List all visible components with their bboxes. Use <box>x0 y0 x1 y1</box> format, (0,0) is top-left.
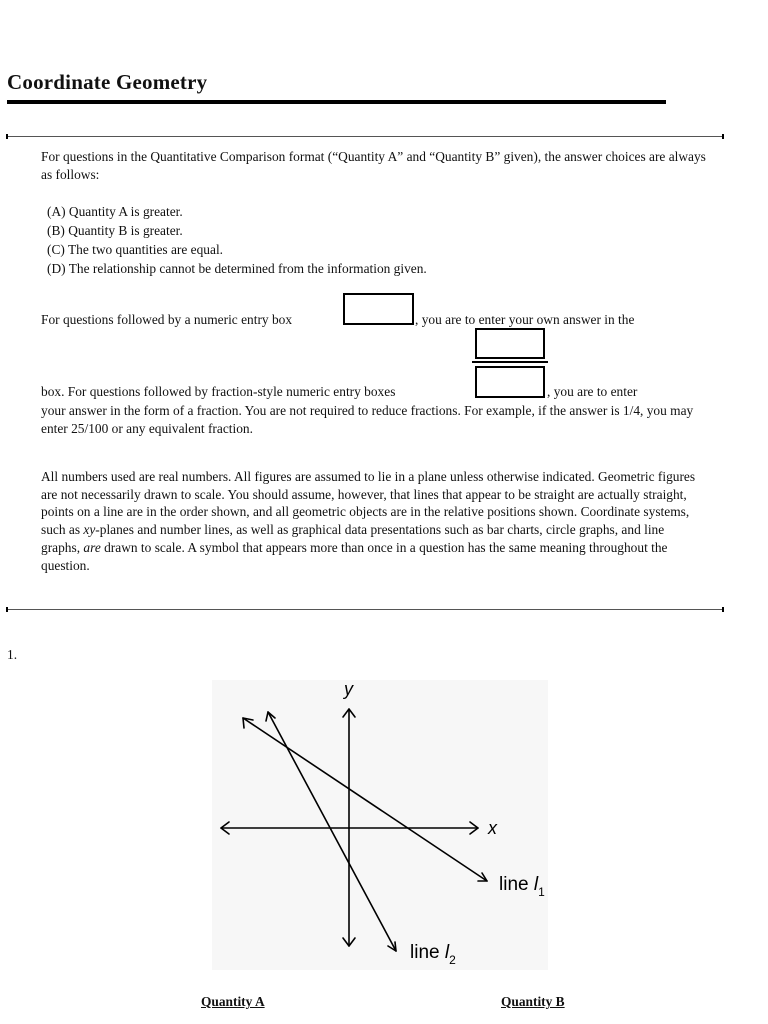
choice-d: (D) The relationship cannot be determined from the information given. <box>47 261 427 276</box>
line-l1-label-prefix: line <box>499 874 534 895</box>
figure-background <box>212 680 548 970</box>
line-l1-label-var: l <box>533 874 539 895</box>
qc-intro-text: For questions in the Quantitative Comparison format (“Quantity A” and “Quantity B” given), the answer choices are always as follows: <box>41 149 706 182</box>
line-l2-label-prefix: line <box>410 942 445 963</box>
fraction-entry-text-before: box. For questions followed by fraction-style numeric entry boxes <box>41 384 396 399</box>
assumptions-are: are <box>83 539 101 555</box>
line-l2-label-sub: 2 <box>449 953 456 967</box>
choice-a: (A) Quantity A is greater. <box>47 204 183 219</box>
quantity-a-heading: Quantity A <box>201 994 265 1009</box>
choice-b: (B) Quantity B is greater. <box>47 223 183 238</box>
numeric-entry-text-after: , you are to enter your own answer in the <box>415 312 635 327</box>
fraction-entry-text-after: , you are to enter <box>547 384 638 399</box>
assumptions-part-2: -planes and number lines, as well as graphical data presentations such as bar charts, circle graphs, and line graphs, <box>41 522 665 555</box>
assumptions-xy: xy <box>83 522 96 538</box>
assumptions-part-3: drawn to scale. A symbol that appears more than once in a question has the same meaning throughout the question. <box>41 539 668 573</box>
fraction-entry-explanation: your answer in the form of a fraction. You are not required to reduce fractions. For example, if the answer is 1/4, you may enter 25/100 or any equivalent fraction. <box>41 403 694 436</box>
choice-c: (C) The two quantities are equal. <box>47 242 224 257</box>
y-axis-label: y <box>344 679 353 699</box>
x-axis-label: x <box>488 818 497 838</box>
line-l2-label-var: l <box>444 942 450 963</box>
question-number: 1. <box>7 647 18 662</box>
line-l1-label-sub: 1 <box>538 885 545 899</box>
numeric-entry-text-before: For questions followed by a numeric entry box <box>41 312 293 327</box>
quantity-b-heading: Quantity B <box>501 994 565 1009</box>
assumptions-part-1: All numbers used are real numbers. All figures are assumed to lie in a plane unless otherwise indicated. Geometric figures are not necessarily drawn to scale. You should assume, however, that lines that appear to be straight are actually straight, points on a line are in the order shown, and all geometric objects are in the relative positions shown. Coordinate systems, such as <box>41 469 696 538</box>
page-title: Coordinate Geometry <box>7 70 208 94</box>
